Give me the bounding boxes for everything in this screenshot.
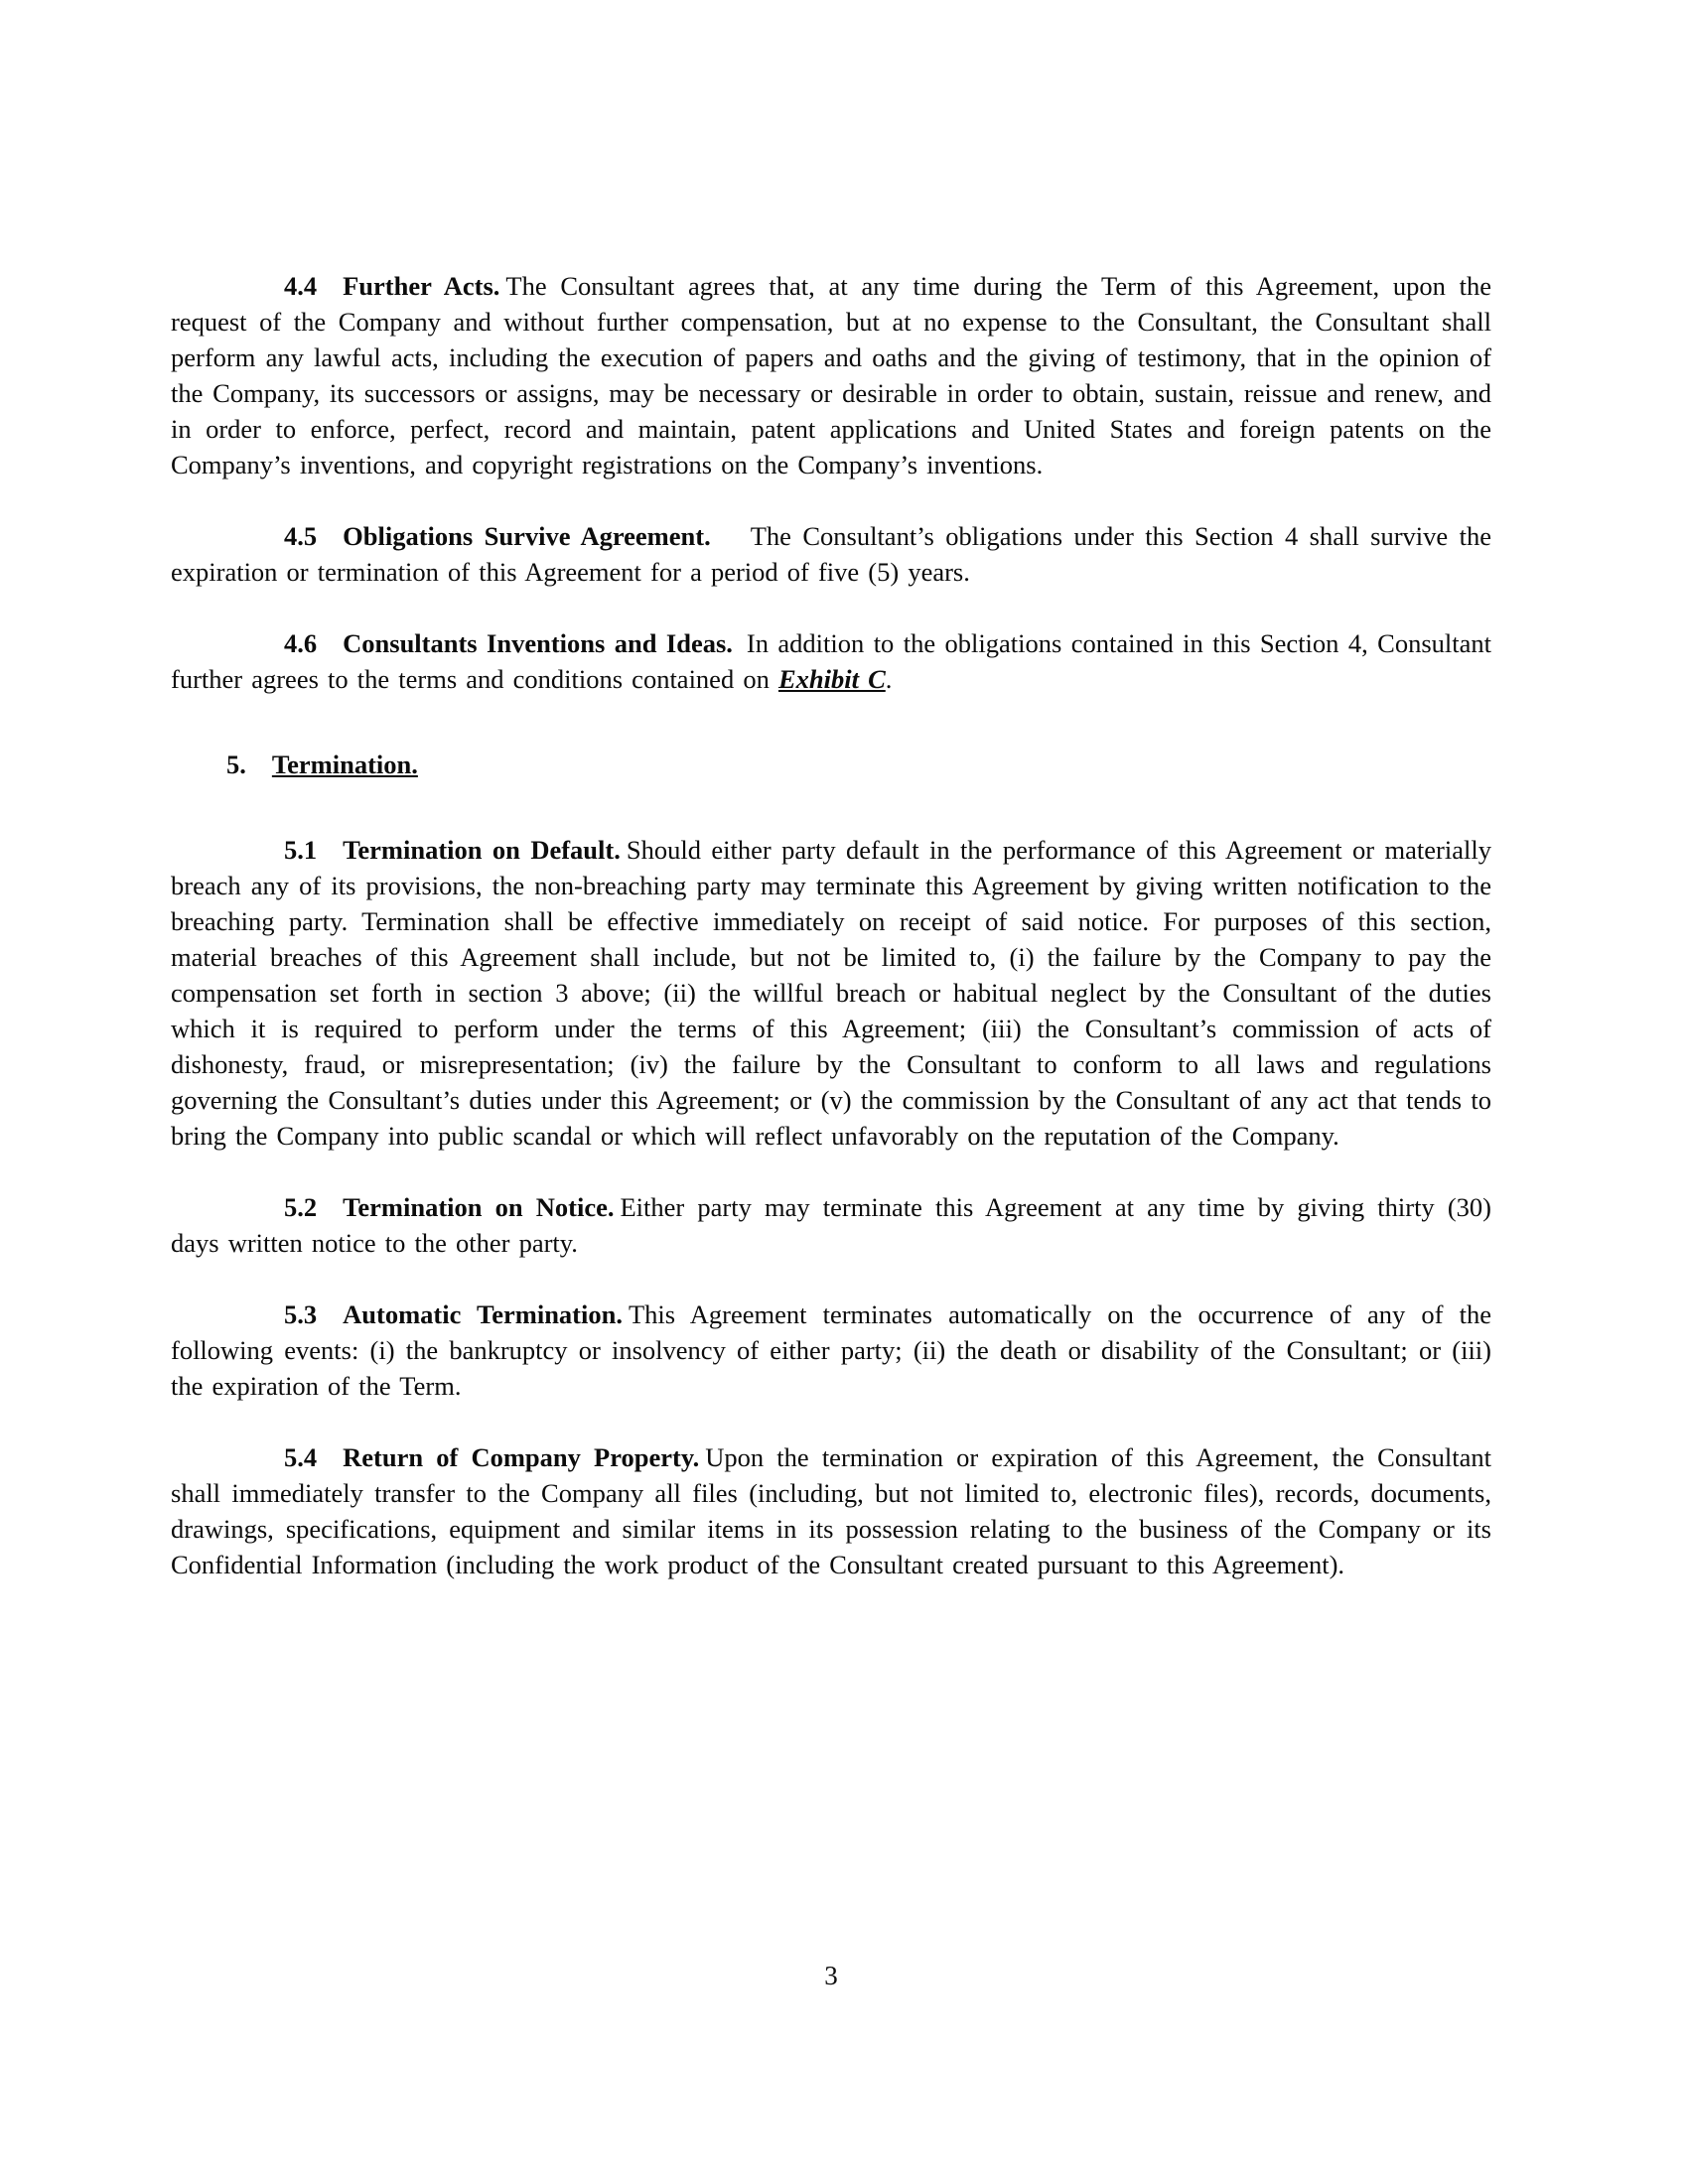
section-title: Consultants Inventions and Ideas. [343,628,733,658]
section-5-heading [171,747,1491,782]
section-body: The Consultant’s obligations under this Section 4 shall survive the expiration or termination of this Agreement for a period of five (5) years. [171,521,1491,587]
section-4-4 [171,268,1491,482]
section-title: Obligations Survive Agreement. [343,521,711,551]
section-number: 5.3 [284,1299,318,1329]
section-body: This Agreement terminates automatically on the occurrence of any of the following events: (i) the bankruptcy or insolvency of either party; (ii) the death or disability of the Consultant; or (iii) the expiration of the Term. [171,1299,1491,1401]
section-body: The Consultant agrees that, at any time during the Term of this Agreement, upon the request of the Company and without further compensation, but at no expense to the Consultant, the Consultant shall perform any lawful acts, including the execution of papers and oaths and the giving of testimony, that in the opinion of the Company, its successors or assigns, may be necessary or desirable in order to obtain, sustain, reissue and renew, and in order to enforce, perfect, record and maintain, patent applications and United States and foreign patents on the Company’s inventions, and copyright registrations on the Company’s inventions. [171,271,1491,479]
section-title: Automatic Termination. [343,1299,623,1329]
section-number: 4.4 [284,271,318,301]
section-title: Termination. [271,750,418,779]
section-body: Should either party default in the performance of this Agreement or materially breach any of its provisions, the non-breaching party may terminate this Agreement by giving written notification to the breaching party. Termination shall be effective immediately on receipt of said notice. For purposes of this section, material breaches of this Agreement shall include, but not be limited to, (i) the failure by the Company to pay the compensation set forth in section 3 above; (ii) the willful breach or habitual neglect by the Consultant of the duties which it is required to perform under the terms of this Agreement; (iii) the Consultant’s commission of acts of dishonesty, fraud, or misrepresentation; (iv) the failure by the Consultant to conform to all laws and regulations governing the Consultant’s duties under this Agreement; or (v) the commission by the Consultant of any act that tends to bring the Company into public scandal or which will reflect unfavorably on the reputation of the Company. [171,835,1491,1151]
section-body: Either party may terminate this Agreement at any time by giving thirty (30) days written notice to the other party. [171,1192,1491,1258]
section-body: Upon the termination or expiration of this Agreement, the Consultant shall immediately transfer to the Company all files (including, but not limited to, electronic files), records, documents, drawings, specifications, equipment and similar items in its possession relating to the business of the Company or its Confidential Information (including the work product of the Consultant created pursuant to this Agreement). [171,1442,1491,1579]
section-body: In addition to the obligations contained in this Section 4, Consultant further agrees to the terms and conditions contained on [171,628,1491,694]
section-4-6 [171,625,1491,697]
section-title: Further Acts. [343,271,500,301]
section-number: 5. [226,750,246,779]
section-title: Termination on Default. [343,835,621,865]
section-5-2 [171,1189,1491,1261]
section-number: 4.5 [284,521,318,551]
section-number: 5.2 [284,1192,318,1222]
page-number: 3 [824,1961,838,1990]
section-5-4 [171,1439,1491,1582]
document-content [171,268,1491,1582]
exhibit-c-reference: Exhibit C [777,664,886,694]
section-number: 5.1 [284,835,318,865]
section-body-end: . [885,664,893,694]
section-5-3 [171,1297,1491,1404]
section-number: 4.6 [284,628,318,658]
section-4-5 [171,518,1491,590]
section-5-1 [171,832,1491,1154]
section-number: 5.4 [284,1442,318,1472]
section-title: Return of Company Property. [343,1442,700,1472]
section-title: Termination on Notice. [343,1192,615,1222]
